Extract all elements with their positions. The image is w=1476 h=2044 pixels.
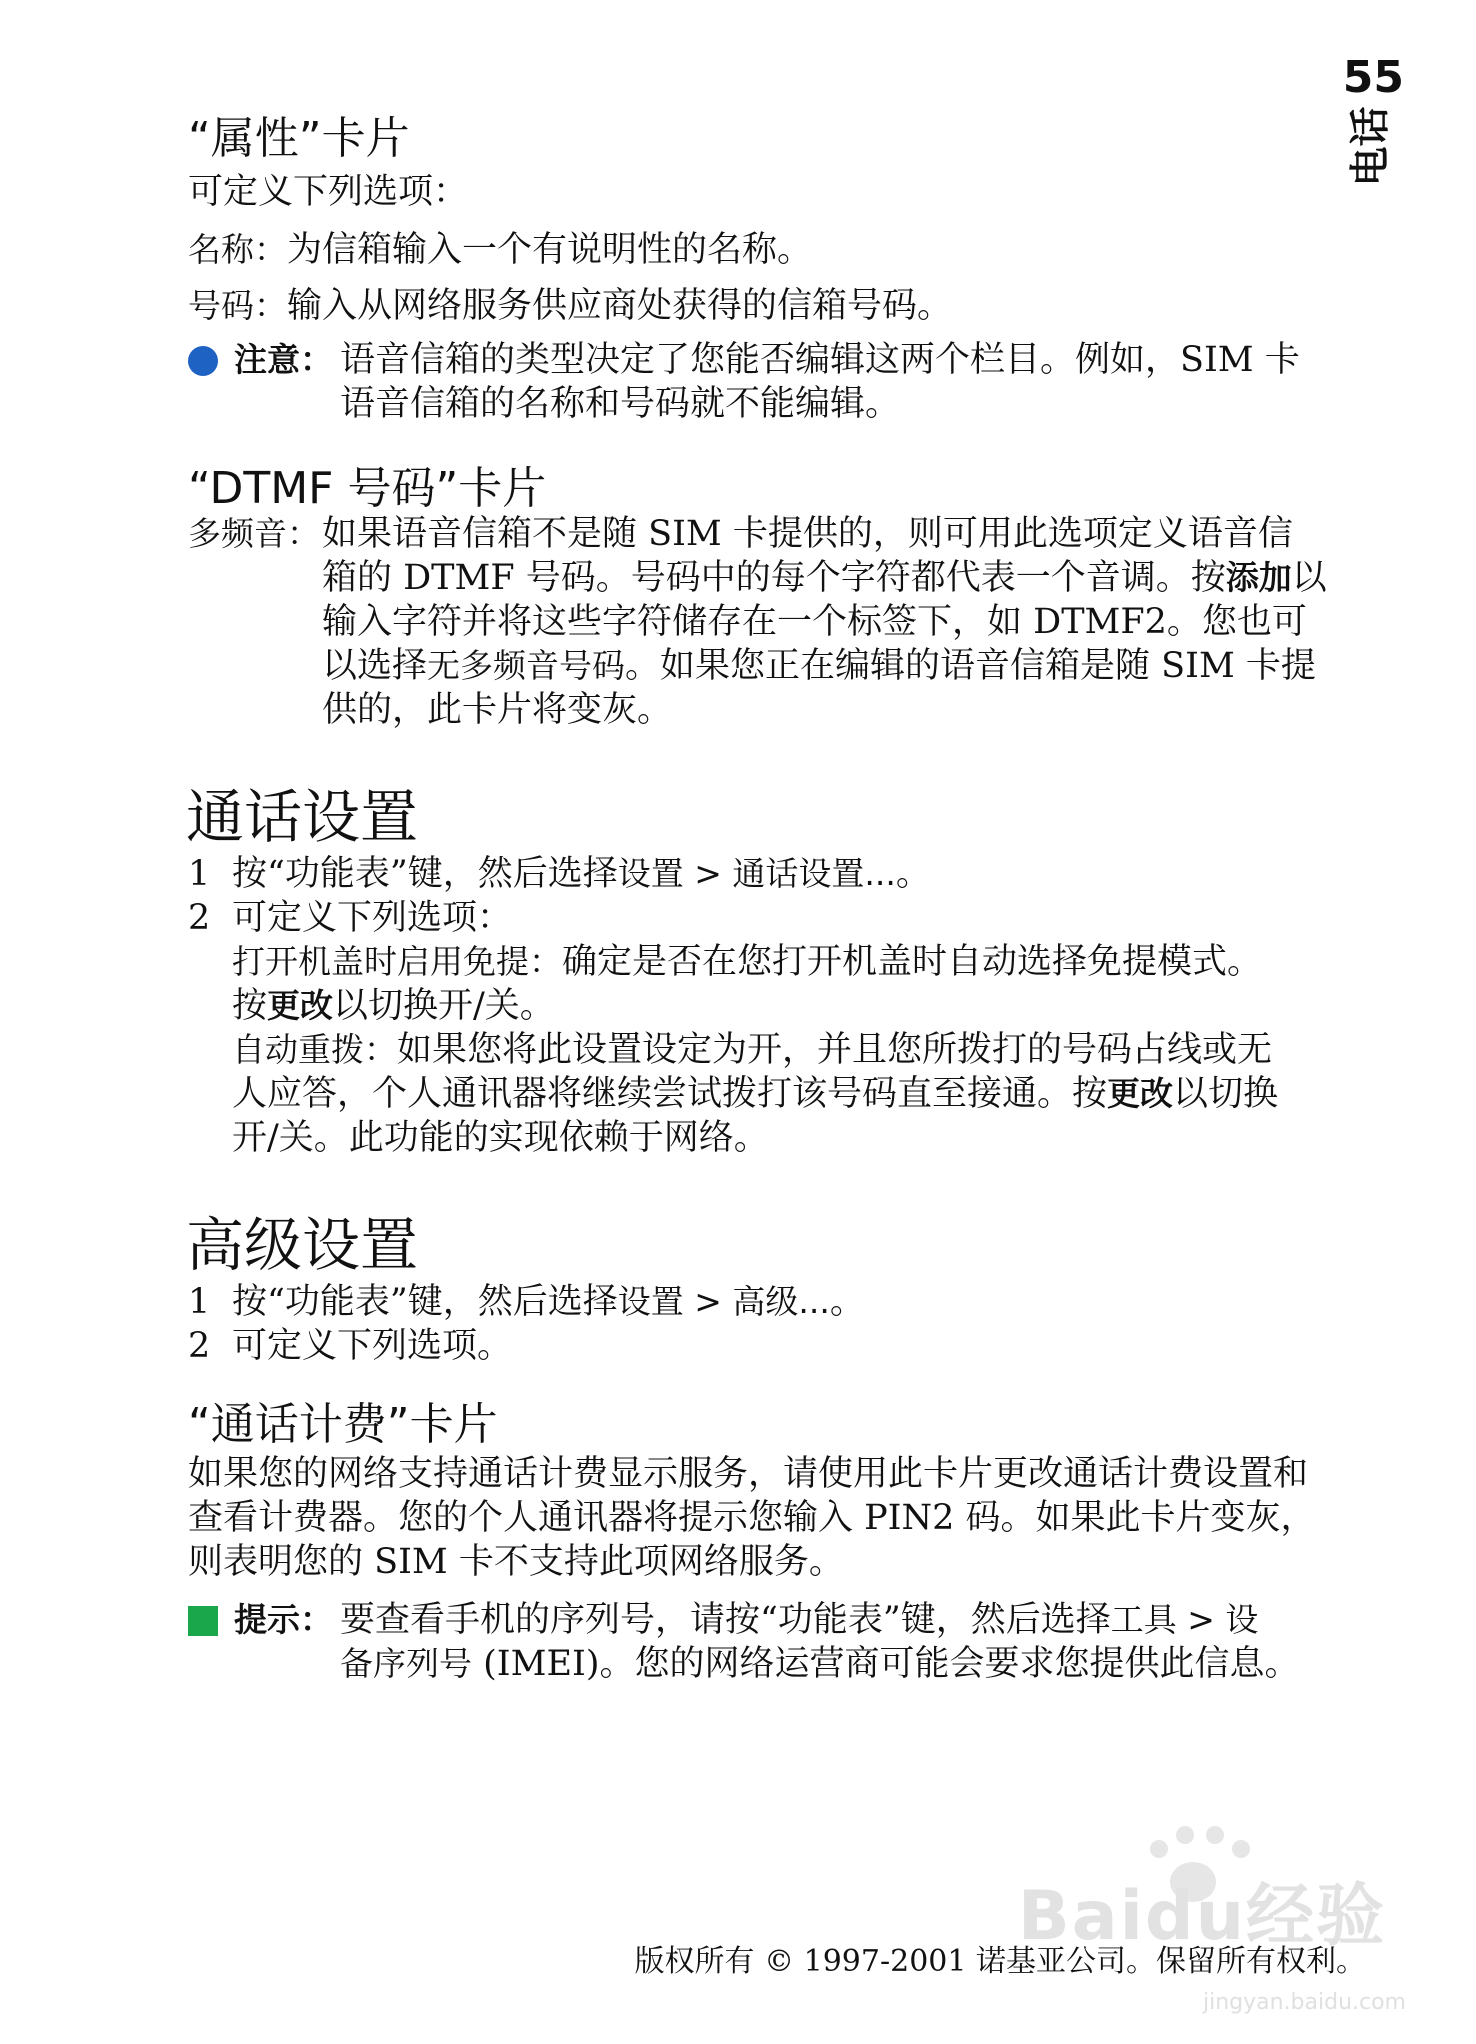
props-name-row [188,228,812,272]
adv-step-1 [232,1280,865,1324]
dtmf-no-tone-term: 无多频音号码 [427,646,626,685]
tip-line-2 [340,1642,1299,1686]
billing-line-2: 查看计费器。您的个人通讯器将提示您输入 PIN2 码。如果此卡片变灰， [188,1498,1316,1538]
dtmf-line-5: 供的，此卡片将变灰。 [322,690,673,730]
call-opt-2-change-keyword: 更改 [1107,1074,1174,1113]
tip-label: 提示： [234,1600,333,1639]
dtmf-line-4 [322,644,1316,688]
adv-step-2-number: 2 [188,1326,211,1366]
call-opt-1-line-2-text: 按 [232,986,268,1026]
dtmf-add-keyword: 添加 [1225,558,1292,597]
call-step-1-menu-path: 设置 > 通话设置... [617,854,896,893]
props-number-row [188,284,952,328]
tip-line-2-text: (IMEI)。您的网络运营商可能会要求您提供此信息。 [472,1644,1300,1684]
tip-line-1-menu-path: 工具 > 设 [1110,1600,1259,1639]
billing-line-1: 如果您的网络支持通话计费显示服务，请使用此卡片更改通话计费设置和 [188,1454,1309,1494]
call-opt-1-line-2 [232,984,555,1028]
call-step-2: 可定义下列选项： [232,898,513,938]
billing-card-title: “通话计费”卡片 [188,1399,498,1450]
dtmf-line-2-text: 箱的 DTMF 号码。号码中的每个字符都代表一个音调。按 [322,558,1226,598]
note-label: 注意： [234,340,333,379]
call-step-2-number: 2 [188,898,211,938]
props-intro: 可定义下列选项： [188,172,469,212]
call-opt-2-line-3: 开/关。此功能的实现依赖于网络。 [232,1118,769,1158]
adv-step-1-tail: 。 [829,1282,865,1322]
dtmf-line-4-tail: 。如果您正在编辑的语音信箱是随 SIM 卡提 [625,646,1316,686]
call-opt-1-desc: 确定是否在您打开机盖时自动选择免提模式。 [562,942,1263,982]
dtmf-line-1: 如果语音信箱不是随 SIM 卡提供的，则可用此选项定义语音信 [322,514,1293,554]
note-line-2: 语音信箱的名称和号码就不能编辑。 [340,384,901,424]
note-line-1: 语音信箱的类型决定了您能否编辑这两个栏目。例如，SIM 卡 [340,340,1300,380]
tip-line-1 [340,1598,1258,1642]
adv-step-2: 可定义下列选项。 [232,1326,513,1366]
call-opt-2-line-1: 如果您将此设置设定为开，并且您所拨打的号码占线或无 [397,1030,1273,1070]
page-number: 55 [1342,52,1404,103]
adv-step-1-number: 1 [188,1282,211,1322]
props-name-term: 名称： [188,230,287,269]
dtmf-line-2-tail: 以 [1291,558,1327,598]
call-opt-1 [232,940,1262,984]
adv-step-1-text: 按“功能表”键，然后选择 [232,1282,618,1322]
call-opt-2-line-2-text: 人应答，个人通讯器将继续尝试拨打该号码直至接通。按 [232,1074,1108,1114]
call-opt-2-term: 自动重拨： [232,1030,397,1069]
dtmf-line-4-text: 以选择 [322,646,428,686]
call-opt-2 [232,1028,1272,1072]
call-step-1-number: 1 [188,854,211,894]
adv-step-1-menu-path: 设置 > 高级... [617,1282,830,1321]
baidu-watermark-logo: Baidu经验 [1017,1877,1386,1956]
props-name-desc: 为信箱输入一个有说明性的名称。 [287,230,813,270]
dtmf-line-2 [322,556,1327,600]
props-card-title: “属性”卡片 [188,113,410,164]
call-opt-2-line-2 [232,1072,1278,1116]
call-opt-1-term: 打开机盖时启用免提： [232,942,562,981]
tip-bullet-icon [188,1606,218,1636]
call-step-1-tail: 。 [895,854,931,894]
dtmf-term: 多频音： [188,514,320,553]
call-opt-1-line-2-tail: 以切换开/关。 [333,986,555,1026]
baidu-watermark-url: jingyan.baidu.com [1202,1990,1406,2015]
note-bullet-icon [188,346,218,376]
copyright-footer: 版权所有 © 1997-2001 诺基亚公司。保留所有权利。 [634,1944,1366,1979]
dtmf-line-3: 输入字符并将这些字符储存在一个标签下，如 DTMF2。您也可 [322,602,1307,642]
dtmf-card-title: “DTMF 号码”卡片 [188,463,547,514]
props-number-term: 号码： [188,286,287,325]
call-step-1 [232,852,931,896]
props-number-desc: 输入从网络服务供应商处获得的信箱号码。 [287,286,953,326]
call-settings-heading: 通话设置 [186,783,419,851]
tip-line-2-menu-path: 备序列号 [340,1644,472,1683]
chapter-side-tab: 电话 [1347,106,1394,187]
call-step-1-text: 按“功能表”键，然后选择 [232,854,618,894]
advanced-settings-heading: 高级设置 [186,1211,419,1279]
billing-line-3: 则表明您的 SIM 卡不支持此项网络服务。 [188,1542,844,1582]
call-opt-2-line-2-tail: 以切换 [1173,1074,1279,1114]
call-opt-1-change-keyword: 更改 [267,986,334,1025]
tip-line-1-text: 要查看手机的序列号，请按“功能表”键，然后选择 [340,1600,1111,1640]
